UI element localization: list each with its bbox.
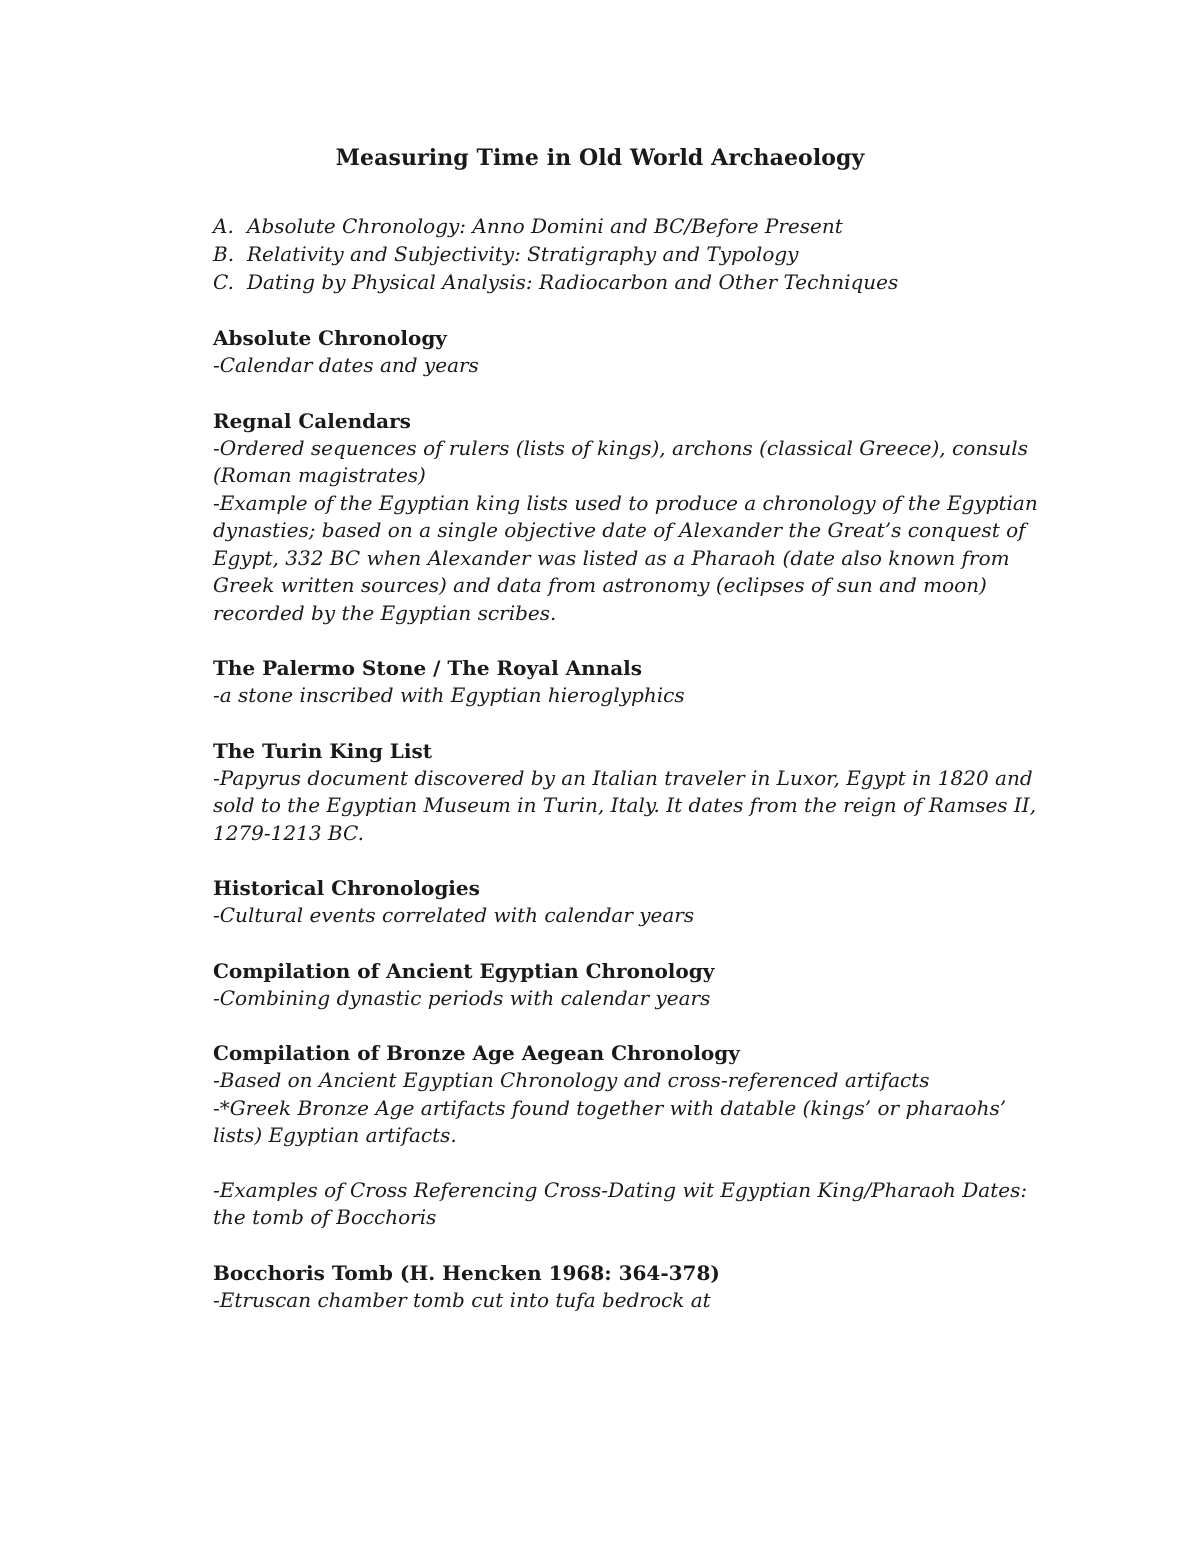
section-text: -Example of the Egyptian king lists used to produce a chronology of the Egyptian dynasties; based on a single objective date of Alexander the Great’s conquest of Egypt, 332 BC when Alexander was listed as a Pharaoh (date also known from Greek written sources) and data from astronomy (eclipses of sun and moon) recorded by the Egyptian scribes. [213, 490, 1038, 625]
outline-text: Relativity and Subjectivity: Stratigraphy and Typology [247, 242, 799, 266]
section-text: -Combining dynastic periods with calendar years [213, 985, 711, 1010]
document-title: Measuring Time in Old World Archaeology [335, 145, 865, 171]
outline-item [213, 212, 1043, 240]
outline-marker: A. [213, 214, 234, 238]
section-text: -Papyrus document discovered by an Italian traveler in Luxor, Egypt in 1820 and sold to the Egyptian Museum in Turin, Italy. It dates from the reign of Ramses II, 1279-1213 BC. [213, 765, 1037, 845]
section-absolute-chronology [213, 324, 1043, 380]
section-text: -Calendar dates and years [213, 353, 479, 377]
section-heading: Compilation of Ancient Egyptian Chronology [213, 958, 715, 983]
outline-marker: C. [213, 270, 234, 294]
outline-marker: B. [213, 242, 235, 266]
document-page [213, 140, 1043, 1341]
section-heading: Absolute Chronology [213, 326, 447, 350]
section-aegean-chronology [213, 1039, 1043, 1232]
section-text: -*Greek Bronze Age artifacts found together with datable (kings’ or pharaohs’ lists) Egyptian artifacts. [213, 1095, 1007, 1147]
section-palermo-stone [213, 654, 1043, 710]
section-turin-king-list [213, 737, 1043, 848]
section-heading: Historical Chronologies [213, 876, 480, 900]
outline-item [213, 240, 1043, 268]
outline-item [213, 268, 1043, 296]
outline-text: Absolute Chronology: Anno Domini and BC/Before Present [247, 214, 843, 238]
section-text: -Cultural events correlated with calendar years [213, 903, 695, 927]
section-regnal-calendars [213, 407, 1043, 628]
outline-list [213, 212, 1043, 296]
section-text: -Ordered sequences of rulers (lists of kings), archons (classical Greece), consuls (Roman magistrates) [213, 435, 1028, 487]
section-heading: Bocchoris Tomb (H. Hencken 1968: 364-378) [213, 1260, 720, 1285]
section-bocchoris-tomb [213, 1259, 1043, 1315]
section-heading: The Turin King List [213, 738, 432, 763]
section-heading: Regnal Calendars [213, 408, 411, 433]
section-egyptian-chronology [213, 957, 1043, 1013]
section-heading: Compilation of Bronze Age Aegean Chronology [213, 1041, 740, 1065]
section-text: -Based on Ancient Egyptian Chronology and cross-referenced artifacts [213, 1068, 930, 1092]
section-historical-chronologies [213, 874, 1043, 930]
section-text: -Etruscan chamber tomb cut into tufa bedrock at [213, 1287, 711, 1312]
section-text: -a stone inscribed with Egyptian hieroglyphics [213, 683, 685, 707]
section-heading: The Palermo Stone / The Royal Annals [213, 656, 643, 680]
section-text: -Examples of Cross Referencing Cross-Dating wit Egyptian King/Pharaoh Dates: the tomb of Bocchoris [213, 1177, 1028, 1229]
outline-text: Dating by Physical Analysis: Radiocarbon and Other Techniques [247, 270, 899, 294]
